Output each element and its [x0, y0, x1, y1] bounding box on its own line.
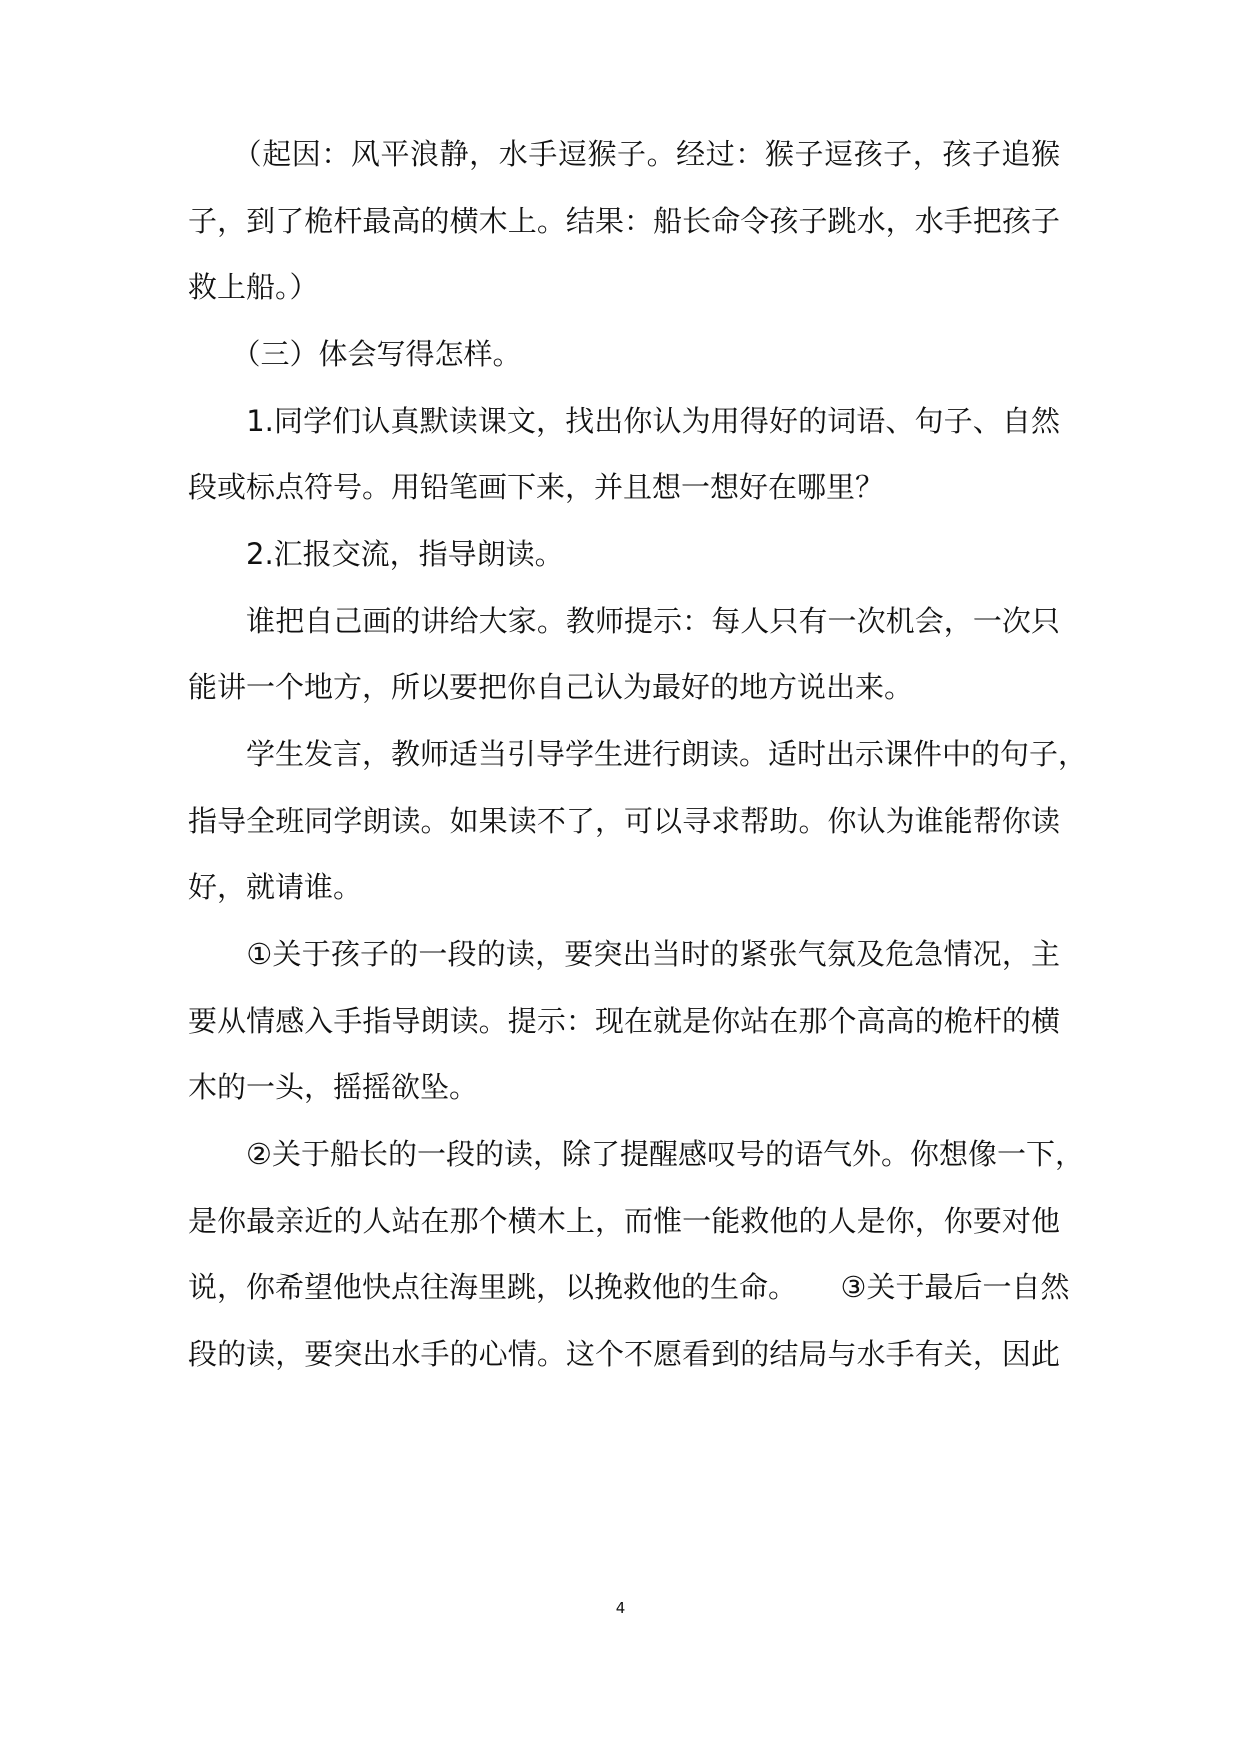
- text-line: （起因：风平浪静，水手逗猴子。经过：猴子逗孩子，孩子追猴: [188, 137, 1060, 171]
- text-line: 能讲一个地方，所以要把你自己认为最好的地方说出来。: [188, 670, 914, 704]
- text-line: 段的读，要突出水手的心情。这个不愿看到的结局与水手有关，因此: [188, 1337, 1060, 1371]
- text-line: 救上船。）: [188, 270, 319, 304]
- text-line: 说，你希望他快点往海里跳，以挽救他的生命。 ③关于最后一自然: [188, 1270, 1070, 1304]
- text-line: ②关于船长的一段的读，除了提醒感叹号的语气外。你想像一下，: [188, 1137, 1084, 1171]
- text-line: 2.汇报交流，指导朗读。: [188, 537, 564, 571]
- text-line: 是你最亲近的人站在那个横木上，而惟一能救他的人是你，你要对他: [188, 1204, 1060, 1238]
- text-line: 好，就请谁。: [188, 870, 363, 904]
- text-line: 段或标点符号。用铅笔画下来，并且想一想好在哪里？: [188, 470, 885, 504]
- text-line: 子，到了桅杆最高的横木上。结果：船长命令孩子跳水，水手把孩子: [188, 204, 1060, 238]
- text-line: 要从情感入手指导朗读。提示：现在就是你站在那个高高的桅杆的横: [188, 1004, 1060, 1038]
- text-line: ①关于孩子的一段的读，要突出当时的紧张气氛及危急情况，主: [188, 937, 1060, 971]
- page-number: 4: [615, 1599, 626, 1617]
- text-line: 木的一头，摇摇欲坠。: [188, 1070, 479, 1104]
- text-line: 指导全班同学朗读。如果读不了，可以寻求帮助。你认为谁能帮你读: [188, 804, 1060, 838]
- text-line: 1.同学们认真默读课文，找出你认为用得好的词语、句子、自然: [188, 404, 1060, 438]
- text-line: 学生发言，教师适当引导学生进行朗读。适时出示课件中的句子，: [188, 737, 1088, 771]
- section-heading: （三）体会写得怎样。: [188, 337, 522, 371]
- text-line: 谁把自己画的讲给大家。教师提示：每人只有一次机会，一次只: [188, 604, 1060, 638]
